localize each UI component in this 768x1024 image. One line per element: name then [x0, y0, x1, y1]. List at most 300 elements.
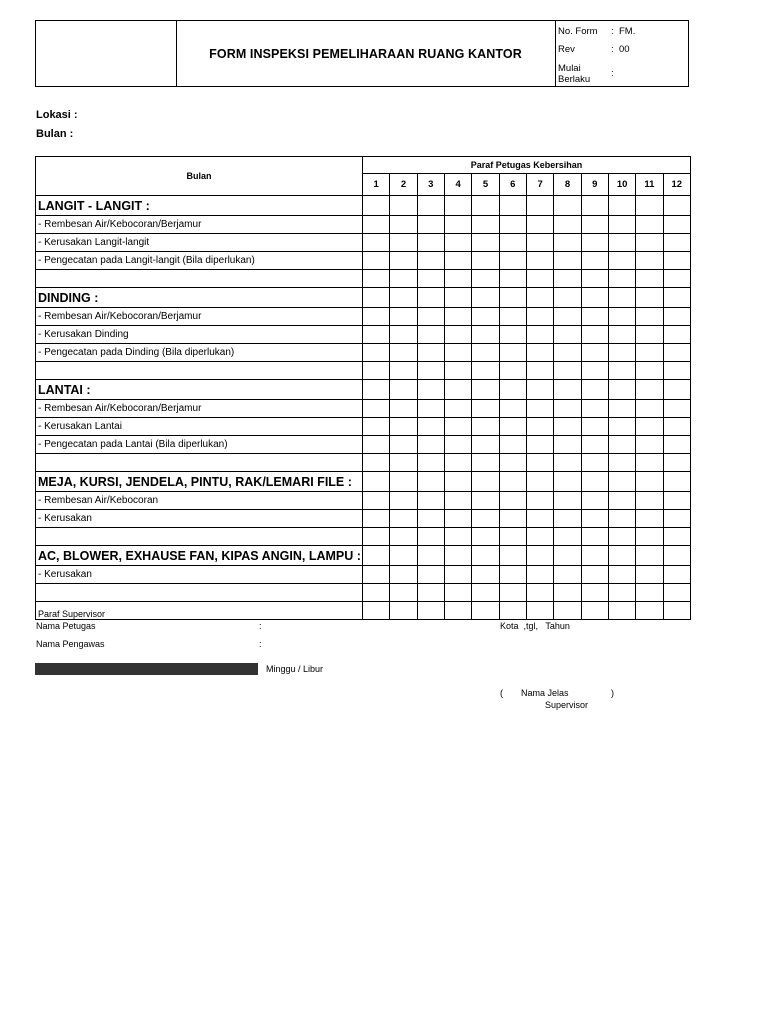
- check-cell[interactable]: [526, 308, 553, 326]
- check-cell[interactable]: [526, 234, 553, 252]
- check-cell[interactable]: [390, 308, 417, 326]
- table-row: [36, 400, 691, 418]
- check-cell[interactable]: [608, 308, 635, 326]
- check-cell[interactable]: [417, 472, 444, 492]
- check-cell[interactable]: [499, 270, 526, 288]
- check-cell[interactable]: [363, 252, 390, 270]
- check-cell[interactable]: [554, 400, 581, 418]
- check-cell[interactable]: [499, 326, 526, 344]
- check-cell[interactable]: [390, 602, 417, 620]
- check-cell[interactable]: [636, 216, 663, 234]
- check-cell[interactable]: [636, 528, 663, 546]
- check-cell[interactable]: [444, 252, 471, 270]
- check-cell[interactable]: [581, 584, 608, 602]
- check-cell[interactable]: [608, 270, 635, 288]
- check-cell[interactable]: [526, 510, 553, 528]
- check-cell[interactable]: [499, 234, 526, 252]
- check-cell[interactable]: [581, 326, 608, 344]
- check-cell[interactable]: [636, 288, 663, 308]
- check-cell[interactable]: [444, 326, 471, 344]
- check-cell[interactable]: [581, 288, 608, 308]
- check-cell[interactable]: [526, 546, 553, 566]
- check-cell[interactable]: [472, 400, 499, 418]
- check-cell[interactable]: [554, 270, 581, 288]
- check-cell[interactable]: [499, 528, 526, 546]
- check-cell[interactable]: [663, 566, 690, 584]
- check-cell[interactable]: [363, 584, 390, 602]
- check-cell[interactable]: [608, 344, 635, 362]
- check-cell[interactable]: [526, 528, 553, 546]
- check-cell[interactable]: [663, 436, 690, 454]
- check-cell[interactable]: [636, 418, 663, 436]
- check-cell[interactable]: [636, 196, 663, 216]
- check-cell[interactable]: [581, 472, 608, 492]
- check-cell[interactable]: [663, 362, 690, 380]
- check-cell[interactable]: [554, 528, 581, 546]
- check-cell[interactable]: [526, 362, 553, 380]
- check-cell[interactable]: [608, 492, 635, 510]
- check-cell[interactable]: [581, 252, 608, 270]
- check-cell[interactable]: [499, 510, 526, 528]
- table-row: [36, 510, 691, 528]
- check-cell[interactable]: [608, 288, 635, 308]
- check-cell[interactable]: [526, 436, 553, 454]
- check-cell[interactable]: [472, 602, 499, 620]
- check-cell[interactable]: [363, 454, 390, 472]
- check-cell[interactable]: [499, 308, 526, 326]
- check-cell[interactable]: [608, 528, 635, 546]
- check-cell[interactable]: [636, 472, 663, 492]
- check-cell[interactable]: [499, 436, 526, 454]
- check-cell[interactable]: [636, 584, 663, 602]
- check-cell[interactable]: [663, 454, 690, 472]
- check-cell[interactable]: [499, 546, 526, 566]
- check-cell[interactable]: [363, 510, 390, 528]
- check-cell[interactable]: [444, 566, 471, 584]
- check-cell[interactable]: [663, 528, 690, 546]
- check-cell[interactable]: [417, 362, 444, 380]
- check-cell[interactable]: [526, 344, 553, 362]
- check-cell[interactable]: [554, 492, 581, 510]
- check-cell[interactable]: [472, 308, 499, 326]
- check-cell[interactable]: [472, 510, 499, 528]
- bulan-label: Bulan :: [36, 128, 74, 140]
- check-cell[interactable]: [472, 234, 499, 252]
- check-cell[interactable]: [472, 418, 499, 436]
- check-cell[interactable]: [417, 308, 444, 326]
- check-cell[interactable]: [472, 326, 499, 344]
- check-cell[interactable]: [636, 326, 663, 344]
- check-cell[interactable]: [636, 436, 663, 454]
- check-cell[interactable]: [417, 454, 444, 472]
- check-cell[interactable]: [499, 584, 526, 602]
- check-cell[interactable]: [663, 308, 690, 326]
- check-cell[interactable]: [390, 584, 417, 602]
- check-cell[interactable]: [390, 380, 417, 400]
- check-cell[interactable]: [581, 510, 608, 528]
- check-cell[interactable]: [363, 234, 390, 252]
- check-cell[interactable]: [636, 454, 663, 472]
- check-cell[interactable]: [444, 196, 471, 216]
- check-cell[interactable]: [608, 196, 635, 216]
- check-cell[interactable]: [608, 400, 635, 418]
- check-cell[interactable]: [663, 270, 690, 288]
- check-cell[interactable]: [417, 492, 444, 510]
- check-cell[interactable]: [444, 362, 471, 380]
- check-cell[interactable]: [526, 418, 553, 436]
- check-cell[interactable]: [472, 546, 499, 566]
- check-cell[interactable]: [636, 380, 663, 400]
- check-cell[interactable]: [417, 234, 444, 252]
- check-cell[interactable]: [390, 362, 417, 380]
- section-row: [36, 288, 691, 308]
- month-header-6: 6: [499, 174, 526, 196]
- check-cell[interactable]: [472, 528, 499, 546]
- header-row-1: [36, 157, 691, 174]
- check-cell[interactable]: [554, 344, 581, 362]
- check-cell[interactable]: [472, 472, 499, 492]
- check-cell[interactable]: [444, 492, 471, 510]
- check-cell[interactable]: [636, 492, 663, 510]
- form-meta: [555, 21, 688, 86]
- check-cell[interactable]: [417, 270, 444, 288]
- check-cell[interactable]: [363, 380, 390, 400]
- check-cell[interactable]: [472, 492, 499, 510]
- check-cell[interactable]: [663, 418, 690, 436]
- check-cell[interactable]: [663, 400, 690, 418]
- check-cell[interactable]: [363, 400, 390, 418]
- check-cell[interactable]: [526, 252, 553, 270]
- check-cell[interactable]: [663, 510, 690, 528]
- check-cell[interactable]: [444, 288, 471, 308]
- check-cell[interactable]: [444, 344, 471, 362]
- check-cell[interactable]: [417, 602, 444, 620]
- check-cell[interactable]: [363, 196, 390, 216]
- check-cell[interactable]: [663, 288, 690, 308]
- check-cell[interactable]: [636, 400, 663, 418]
- check-cell[interactable]: [499, 566, 526, 584]
- check-cell[interactable]: [444, 234, 471, 252]
- check-cell[interactable]: [499, 418, 526, 436]
- check-cell[interactable]: [636, 308, 663, 326]
- check-cell[interactable]: [636, 546, 663, 566]
- check-cell[interactable]: [472, 270, 499, 288]
- legend-swatch: [35, 663, 258, 675]
- month-header-12: 12: [663, 174, 690, 196]
- check-cell[interactable]: [444, 584, 471, 602]
- check-cell[interactable]: [390, 418, 417, 436]
- check-cell[interactable]: [499, 492, 526, 510]
- check-cell[interactable]: [499, 344, 526, 362]
- check-cell[interactable]: [608, 454, 635, 472]
- check-cell[interactable]: [444, 308, 471, 326]
- check-cell[interactable]: [390, 566, 417, 584]
- check-cell[interactable]: [554, 288, 581, 308]
- month-header-8: 8: [554, 174, 581, 196]
- check-cell[interactable]: [526, 196, 553, 216]
- check-cell[interactable]: [608, 216, 635, 234]
- check-cell[interactable]: [554, 566, 581, 584]
- check-cell[interactable]: [554, 234, 581, 252]
- check-cell[interactable]: [636, 602, 663, 620]
- check-cell[interactable]: [390, 288, 417, 308]
- check-cell[interactable]: [663, 252, 690, 270]
- check-cell[interactable]: [581, 492, 608, 510]
- check-cell[interactable]: [581, 270, 608, 288]
- check-cell[interactable]: [499, 472, 526, 492]
- check-cell[interactable]: [390, 454, 417, 472]
- check-cell[interactable]: [472, 344, 499, 362]
- check-cell[interactable]: [636, 234, 663, 252]
- check-cell[interactable]: [663, 216, 690, 234]
- check-cell[interactable]: [608, 584, 635, 602]
- check-cell[interactable]: [363, 492, 390, 510]
- check-cell[interactable]: [554, 418, 581, 436]
- check-cell[interactable]: [526, 602, 553, 620]
- check-cell[interactable]: [581, 380, 608, 400]
- check-cell[interactable]: [417, 566, 444, 584]
- check-cell[interactable]: [526, 270, 553, 288]
- check-cell[interactable]: [444, 602, 471, 620]
- check-cell[interactable]: [499, 252, 526, 270]
- check-cell[interactable]: [444, 454, 471, 472]
- check-cell[interactable]: [390, 510, 417, 528]
- check-cell[interactable]: [472, 566, 499, 584]
- check-cell[interactable]: [608, 510, 635, 528]
- check-cell[interactable]: [526, 326, 553, 344]
- check-cell[interactable]: [663, 196, 690, 216]
- check-cell[interactable]: [554, 308, 581, 326]
- check-cell[interactable]: [444, 216, 471, 234]
- check-cell[interactable]: [390, 326, 417, 344]
- check-cell[interactable]: [663, 326, 690, 344]
- check-cell[interactable]: [663, 380, 690, 400]
- check-cell[interactable]: [417, 252, 444, 270]
- check-cell[interactable]: [554, 546, 581, 566]
- check-cell[interactable]: [636, 362, 663, 380]
- check-cell[interactable]: [363, 528, 390, 546]
- check-cell[interactable]: [581, 216, 608, 234]
- check-cell[interactable]: [581, 362, 608, 380]
- check-cell[interactable]: [363, 270, 390, 288]
- check-cell[interactable]: [417, 436, 444, 454]
- check-cell[interactable]: [417, 196, 444, 216]
- check-cell[interactable]: [472, 380, 499, 400]
- check-cell[interactable]: [363, 216, 390, 234]
- check-cell[interactable]: [499, 400, 526, 418]
- check-cell[interactable]: [417, 326, 444, 344]
- check-cell[interactable]: [417, 546, 444, 566]
- check-cell[interactable]: [636, 252, 663, 270]
- check-cell[interactable]: [608, 546, 635, 566]
- check-cell[interactable]: [663, 234, 690, 252]
- check-cell[interactable]: [526, 472, 553, 492]
- check-cell[interactable]: [554, 380, 581, 400]
- check-cell[interactable]: [663, 546, 690, 566]
- check-cell[interactable]: [526, 492, 553, 510]
- check-cell[interactable]: [472, 252, 499, 270]
- check-cell[interactable]: [444, 472, 471, 492]
- check-cell[interactable]: [526, 566, 553, 584]
- check-cell[interactable]: [581, 528, 608, 546]
- item-label: [36, 270, 363, 288]
- check-cell[interactable]: [417, 344, 444, 362]
- check-cell[interactable]: [581, 308, 608, 326]
- check-cell[interactable]: [472, 288, 499, 308]
- check-cell[interactable]: [390, 234, 417, 252]
- supervisor-label: Supervisor: [545, 700, 589, 710]
- check-cell[interactable]: [363, 602, 390, 620]
- check-cell[interactable]: [636, 566, 663, 584]
- check-cell[interactable]: [444, 380, 471, 400]
- check-cell[interactable]: [499, 454, 526, 472]
- check-cell[interactable]: [499, 602, 526, 620]
- section-label: MEJA, KURSI, JENDELA, PINTU, RAK/LEMARI FILE :: [36, 472, 363, 492]
- check-cell[interactable]: [390, 344, 417, 362]
- supervisor-row: [36, 602, 691, 620]
- section-row: [36, 196, 691, 216]
- check-cell[interactable]: [526, 584, 553, 602]
- table-row: [36, 418, 691, 436]
- check-cell[interactable]: [417, 528, 444, 546]
- check-cell[interactable]: [608, 418, 635, 436]
- check-cell[interactable]: [581, 418, 608, 436]
- check-cell[interactable]: [363, 308, 390, 326]
- check-cell[interactable]: [390, 472, 417, 492]
- check-cell[interactable]: [444, 418, 471, 436]
- check-cell[interactable]: [390, 196, 417, 216]
- meta-value: FM.: [619, 26, 636, 37]
- check-cell[interactable]: [554, 584, 581, 602]
- check-cell[interactable]: [472, 584, 499, 602]
- check-cell[interactable]: [663, 584, 690, 602]
- check-cell[interactable]: [390, 400, 417, 418]
- check-cell[interactable]: [390, 492, 417, 510]
- check-cell[interactable]: [663, 344, 690, 362]
- check-cell[interactable]: [554, 472, 581, 492]
- check-cell[interactable]: [417, 288, 444, 308]
- check-cell[interactable]: [499, 362, 526, 380]
- check-cell[interactable]: [417, 418, 444, 436]
- check-cell[interactable]: [390, 528, 417, 546]
- check-cell[interactable]: [608, 472, 635, 492]
- check-cell[interactable]: [472, 454, 499, 472]
- check-cell[interactable]: [581, 454, 608, 472]
- check-cell[interactable]: [608, 252, 635, 270]
- check-cell[interactable]: [554, 602, 581, 620]
- section-row: [36, 380, 691, 400]
- check-cell[interactable]: [390, 270, 417, 288]
- check-cell[interactable]: [526, 380, 553, 400]
- check-cell[interactable]: [390, 546, 417, 566]
- check-cell[interactable]: [581, 566, 608, 584]
- check-cell[interactable]: [363, 344, 390, 362]
- check-cell[interactable]: [554, 252, 581, 270]
- nama-petugas-colon: :: [259, 621, 262, 631]
- check-cell[interactable]: [444, 510, 471, 528]
- check-cell[interactable]: [663, 492, 690, 510]
- month-header-9: 9: [581, 174, 608, 196]
- check-cell[interactable]: [554, 326, 581, 344]
- check-cell[interactable]: [363, 418, 390, 436]
- check-cell[interactable]: [363, 472, 390, 492]
- check-cell[interactable]: [526, 216, 553, 234]
- check-cell[interactable]: [636, 270, 663, 288]
- check-cell[interactable]: [472, 216, 499, 234]
- check-cell[interactable]: [581, 546, 608, 566]
- check-cell[interactable]: [444, 528, 471, 546]
- table-row: [36, 492, 691, 510]
- check-cell[interactable]: [472, 196, 499, 216]
- check-cell[interactable]: [526, 454, 553, 472]
- check-cell[interactable]: [390, 252, 417, 270]
- check-cell[interactable]: [363, 566, 390, 584]
- check-cell[interactable]: [608, 326, 635, 344]
- table-row: [36, 252, 691, 270]
- check-cell[interactable]: [526, 288, 553, 308]
- check-cell[interactable]: [581, 234, 608, 252]
- check-cell[interactable]: [608, 602, 635, 620]
- check-cell[interactable]: [472, 362, 499, 380]
- check-cell[interactable]: [581, 602, 608, 620]
- check-cell[interactable]: [581, 196, 608, 216]
- form-header: [35, 20, 689, 87]
- check-cell[interactable]: [417, 400, 444, 418]
- check-cell[interactable]: [581, 344, 608, 362]
- check-cell[interactable]: [554, 454, 581, 472]
- check-cell[interactable]: [608, 566, 635, 584]
- check-cell[interactable]: [554, 216, 581, 234]
- check-cell[interactable]: [444, 270, 471, 288]
- check-cell[interactable]: [554, 196, 581, 216]
- check-cell[interactable]: [499, 380, 526, 400]
- check-cell[interactable]: [417, 380, 444, 400]
- check-cell[interactable]: [554, 362, 581, 380]
- check-cell[interactable]: [472, 436, 499, 454]
- check-cell[interactable]: [390, 436, 417, 454]
- check-cell[interactable]: [390, 216, 417, 234]
- check-cell[interactable]: [363, 546, 390, 566]
- check-cell[interactable]: [636, 510, 663, 528]
- check-cell[interactable]: [608, 436, 635, 454]
- check-cell[interactable]: [554, 510, 581, 528]
- check-cell[interactable]: [608, 380, 635, 400]
- check-cell[interactable]: [526, 400, 553, 418]
- check-cell[interactable]: [663, 472, 690, 492]
- check-cell[interactable]: [499, 216, 526, 234]
- check-cell[interactable]: [499, 196, 526, 216]
- check-cell[interactable]: [581, 400, 608, 418]
- check-cell[interactable]: [363, 362, 390, 380]
- check-cell[interactable]: [444, 546, 471, 566]
- check-cell[interactable]: [363, 326, 390, 344]
- check-cell[interactable]: [581, 436, 608, 454]
- check-cell[interactable]: [554, 436, 581, 454]
- check-cell[interactable]: [444, 400, 471, 418]
- meta-value: 00: [619, 44, 630, 55]
- check-cell[interactable]: [499, 288, 526, 308]
- check-cell[interactable]: [663, 602, 690, 620]
- check-cell[interactable]: [444, 436, 471, 454]
- check-cell[interactable]: [363, 288, 390, 308]
- check-cell[interactable]: [636, 344, 663, 362]
- check-cell[interactable]: [417, 510, 444, 528]
- check-cell[interactable]: [608, 362, 635, 380]
- check-cell[interactable]: [363, 436, 390, 454]
- check-cell[interactable]: [608, 234, 635, 252]
- check-cell[interactable]: [417, 584, 444, 602]
- check-cell[interactable]: [417, 216, 444, 234]
